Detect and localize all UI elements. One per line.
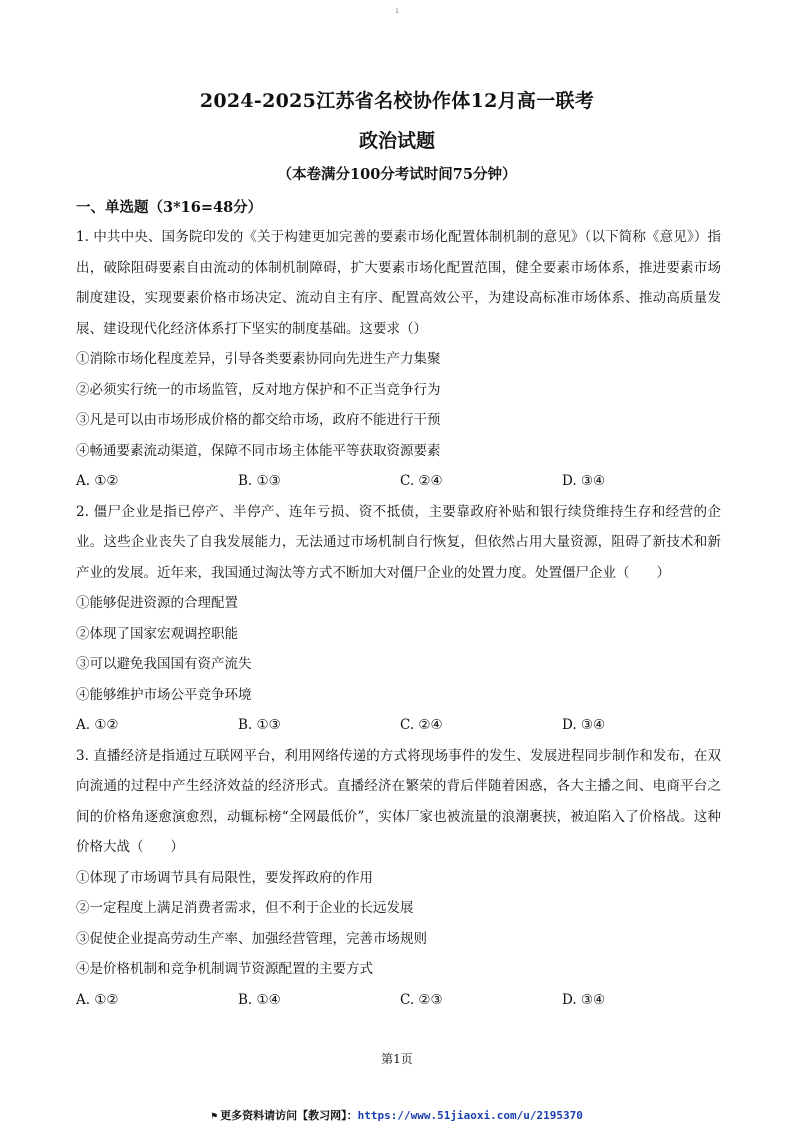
choice-d: D. ③④ — [562, 473, 606, 489]
choice-c: C. ②④ — [400, 473, 443, 489]
question-option: ③可以避免我国国有资产流失 — [76, 656, 252, 672]
choice-a: A. ①② — [76, 717, 119, 733]
question-text: 3. 直播经济是指通过互联网平台，利用网络传递的方式将现场事件的发生、发展进程同步制作和发布，在双向流通的过程中产生经济效益的经济形式。直播经济在繁荣的背后伴随着困惑，各大主播之间、电商平台之间的价格角逐愈演愈烈，动辄标榜“全网最低价”，实体厂家也被流量的浪潮裹挟，被迫陷入了价格战。这种价格大战（ ） — [76, 747, 721, 855]
section-heading: 一、单选题（3*16=48分） — [76, 199, 263, 216]
answer-choices — [76, 985, 721, 1016]
question-option: ②必须实行统一的市场监管，反对地方保护和不正当竞争行为 — [76, 381, 441, 398]
page-top-mark: 1 — [395, 8, 399, 15]
choice-d: D. ③④ — [562, 717, 606, 733]
question-1 — [76, 222, 721, 497]
question-list — [76, 222, 721, 1015]
choice-d: D. ③④ — [562, 991, 606, 1008]
question-option: ②体现了国家宏观调控职能 — [76, 625, 238, 642]
question-text: 1. 中共中央、国务院印发的《关于构建更加完善的要素市场化配置体制机制的意见》（以下简称《意见》）指出，破除阻碍要素自由流动的体制机制障碍，扩大要素市场化配置范围，健全要素市场体系，推进要素市场制度建设，实现要素价格市场决定、流动自主有序、配置高效公平，为建设高标准市场体系、推动高质量发展、建设现代化经济体系打下坚实的制度基础。这要求（） — [76, 229, 721, 337]
choice-c: C. ②③ — [400, 991, 443, 1008]
question-option: ①体现了市场调节具有局限性，要发挥政府的作用 — [76, 869, 373, 886]
footer-prefix: 更多资料请访问【教习网】： — [220, 1109, 358, 1122]
footer — [0, 1107, 794, 1123]
question-3 — [76, 741, 721, 1016]
choice-c: C. ②④ — [400, 717, 443, 733]
question-option: ①消除市场化程度差异，引导各类要素协同向先进生产力集聚 — [76, 351, 441, 367]
exam-title: 2024-2025江苏省名校协作体12月高一联考 — [199, 90, 595, 112]
exam-subject: 政治试题 — [358, 130, 435, 152]
question-option: ③凡是可以由市场形成价格的都交给市场，政府不能进行干预 — [76, 412, 441, 428]
page-number: 第1页 — [381, 1052, 413, 1066]
choice-b: B. ①③ — [238, 717, 281, 733]
choice-b: B. ①③ — [238, 473, 281, 489]
question-option: ④能够维护市场公平竞争环境 — [76, 686, 252, 703]
question-option: ④畅通要素流动渠道，保障不同市场主体能平等获取资源要素 — [76, 442, 441, 459]
question-text: 2. 僵尸企业是指已停产、半停产、连年亏损、资不抵债，主要靠政府补贴和银行续贷维持生存和经营的企业。这些企业丧失了自我发展能力，无法通过市场机制自行恢复，但依然占用大量资源，阻碍了新技术和新产业的发展。近年来，我国通过淘汰等方式不断加大对僵尸企业的处置力度。处置僵尸企业（ ） — [76, 503, 721, 581]
answer-choices — [76, 466, 721, 497]
exam-note: （本卷满分100分考试时间75分钟） — [277, 166, 517, 183]
flag-icon: ⚑ — [211, 1111, 218, 1122]
question-option: ③促使企业提高劳动生产率、加强经营管理，完善市场规则 — [76, 930, 427, 947]
question-option: ①能够促进资源的合理配置 — [76, 595, 238, 611]
answer-choices — [76, 710, 721, 741]
choice-a: A. ①② — [76, 473, 119, 489]
question-option: ④是价格机制和竞争机制调节资源配置的主要方式 — [76, 961, 373, 977]
choice-a: A. ①② — [76, 991, 119, 1008]
choice-b: B. ①④ — [238, 991, 281, 1008]
question-option: ②一定程度上满足消费者需求，但不利于企业的长远发展 — [76, 900, 414, 916]
footer-link[interactable]: https://www.51jiaoxi.com/u/2195370 — [357, 1109, 583, 1122]
question-2 — [76, 497, 721, 741]
